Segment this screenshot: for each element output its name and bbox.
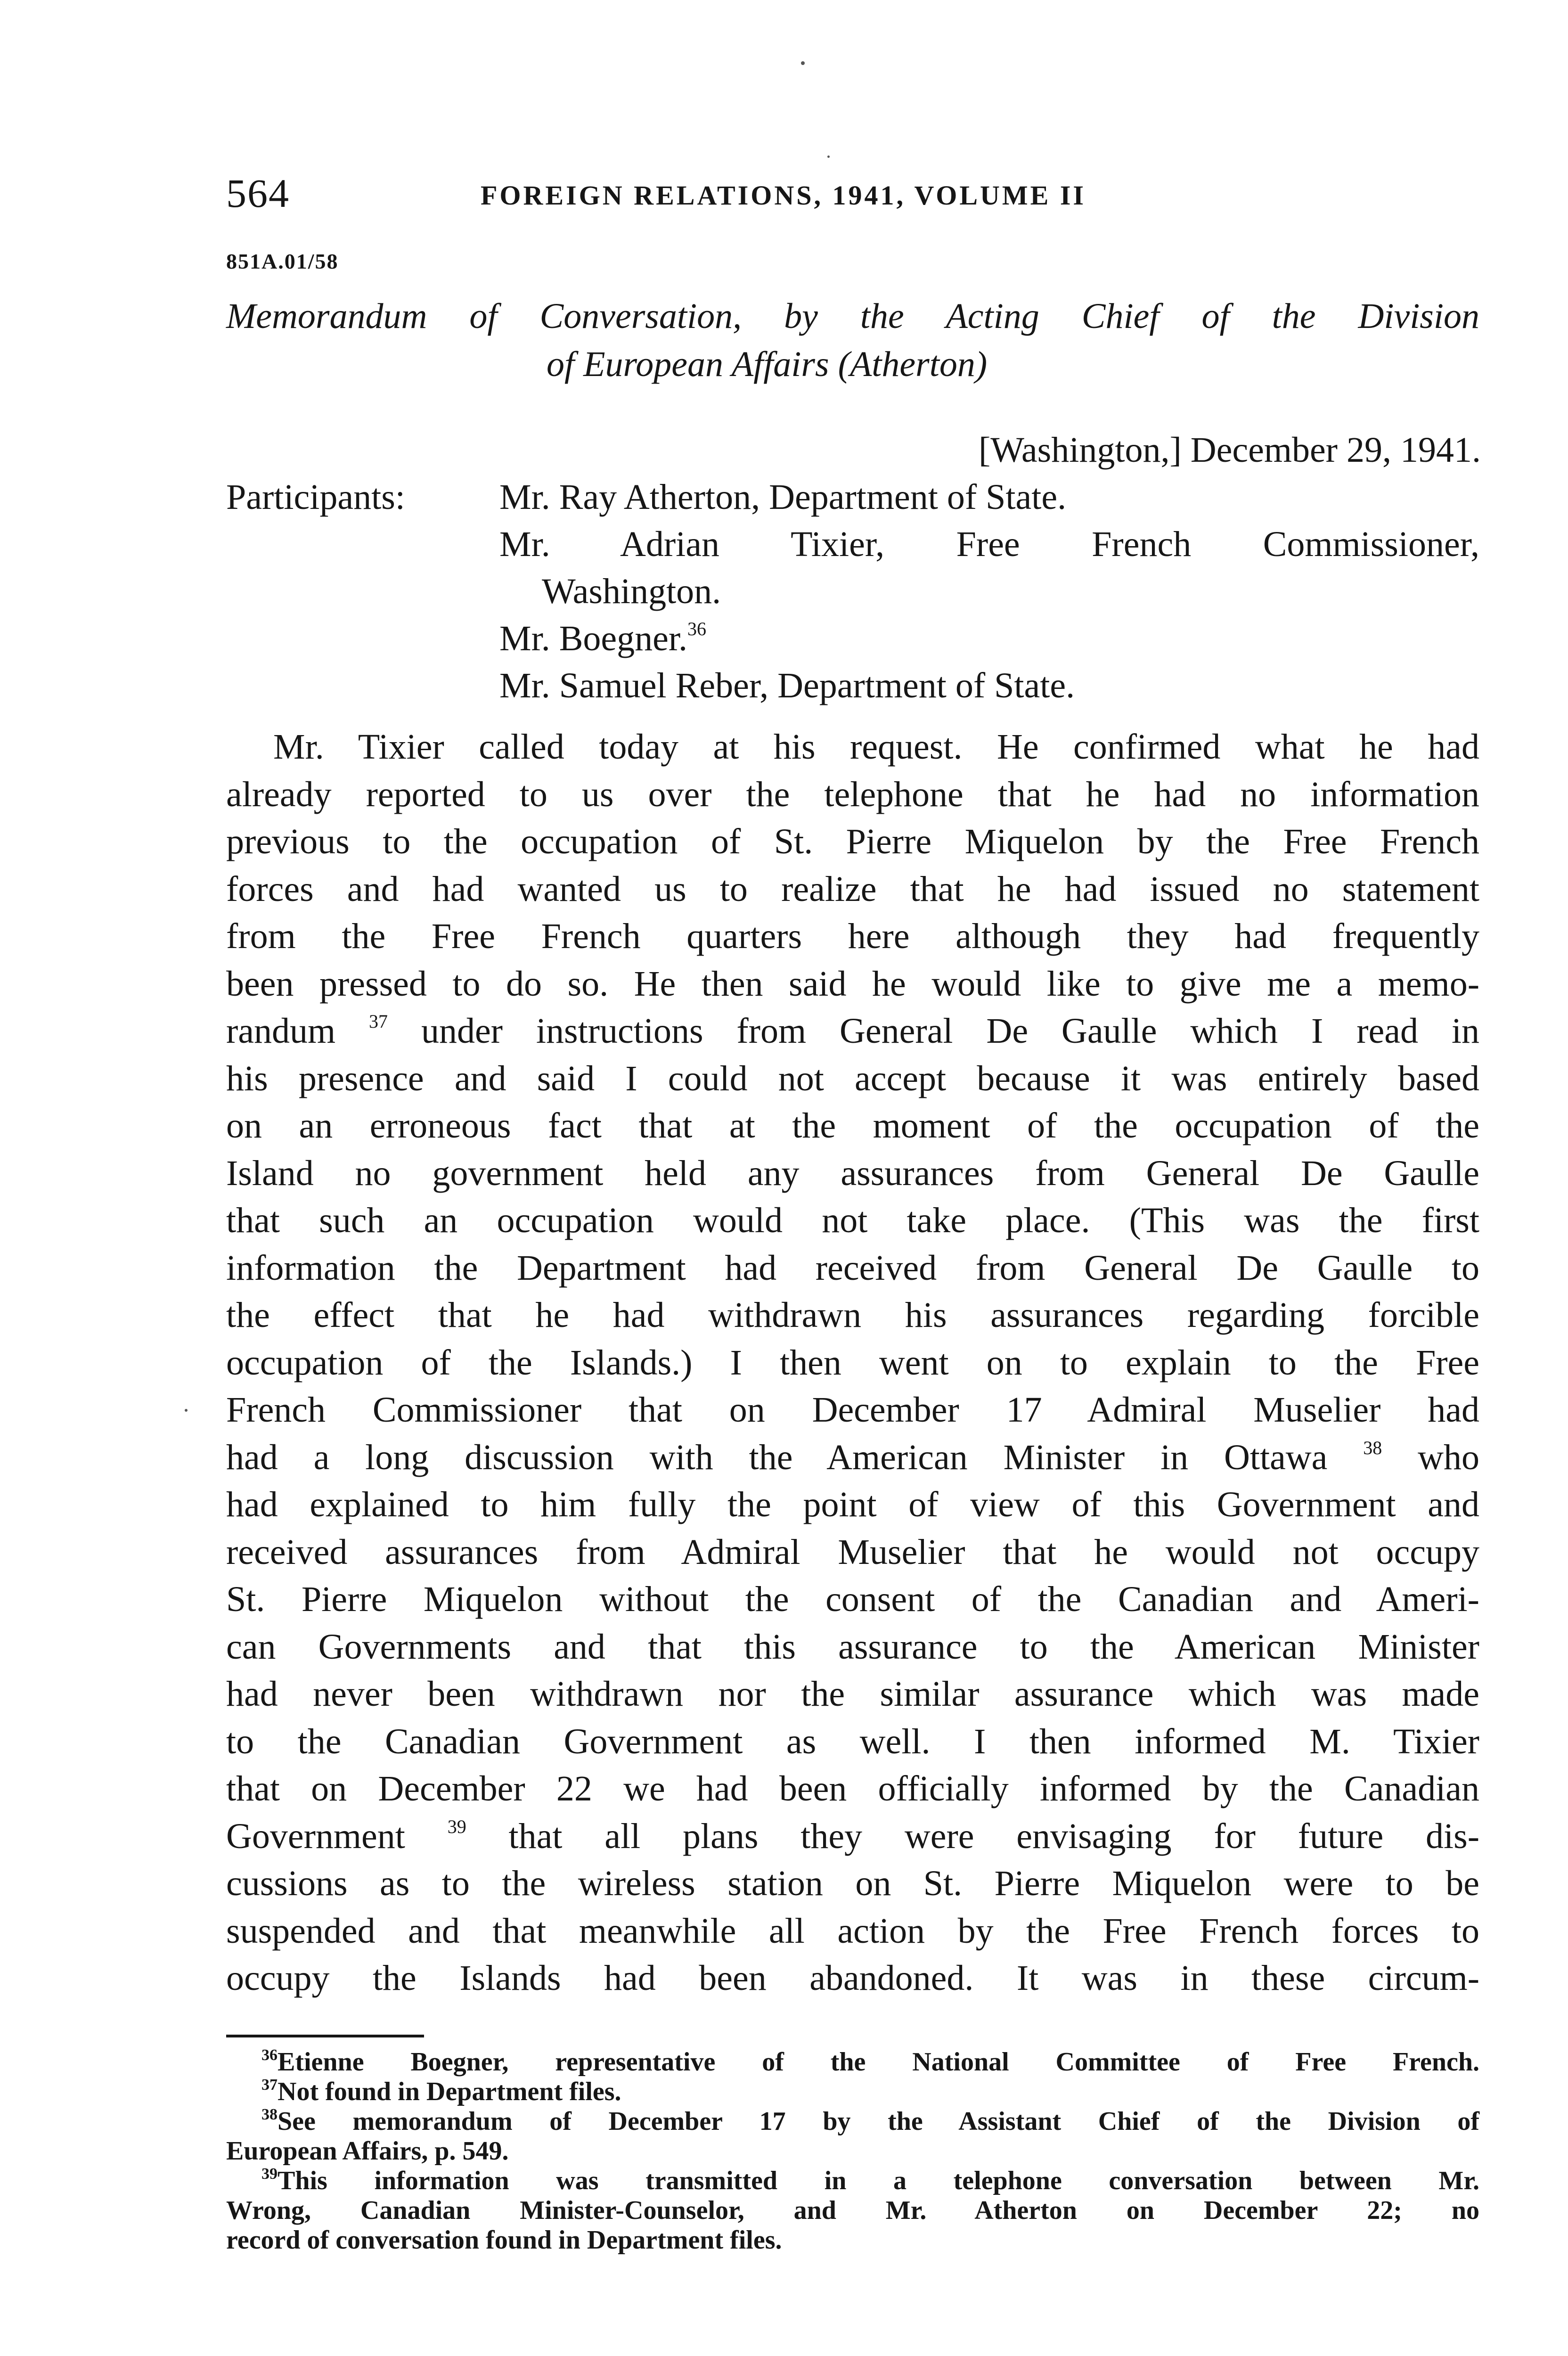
body-line bbox=[226, 1813, 1479, 1860]
footnote-line bbox=[226, 2077, 1479, 2107]
participant-list bbox=[499, 474, 1479, 709]
body-line: to the Canadian Government as well. I then informed M. Tixier bbox=[226, 1721, 1479, 1761]
footnote-divider bbox=[226, 2035, 424, 2037]
participant-line: Mr. Adrian Tixier, Free French Commissioner, bbox=[499, 524, 1479, 564]
footnote-line bbox=[226, 2107, 1479, 2136]
body-line: Island no government held any assurances from General De Gaulle bbox=[226, 1153, 1479, 1193]
body-word: randum bbox=[226, 1011, 336, 1051]
footnote-text: This information was transmitted in a telephone conversation between Mr. bbox=[278, 2166, 1479, 2195]
footnote-number: 37 bbox=[261, 2076, 278, 2094]
body-line: had explained to him fully the point of view of this Government and bbox=[226, 1485, 1479, 1524]
body-line: had never been withdrawn nor the similar assurance which was made bbox=[226, 1674, 1479, 1714]
body-line: received assurances from Admiral Muselier that he would not occupy bbox=[226, 1532, 1479, 1572]
body-line: occupy the Islands had been abandoned. It was in these circum- bbox=[226, 1958, 1479, 1998]
body-line: Mr. Tixier called today at his request. He confirmed what he had bbox=[273, 727, 1479, 767]
page-header bbox=[226, 167, 1479, 219]
footnote-ref: 37 bbox=[369, 1011, 388, 1032]
paper-speck bbox=[185, 1409, 188, 1412]
body-line: that such an occupation would not take place. (This was the first bbox=[226, 1201, 1479, 1240]
footnote-text: Not found in Department files. bbox=[278, 2077, 621, 2106]
body-line: can Governments and that this assurance to the American Minister bbox=[226, 1627, 1479, 1667]
participant-line: Mr. Samuel Reber, Department of State. bbox=[499, 666, 1075, 705]
paper-speck bbox=[827, 155, 830, 158]
footnote-number: 36 bbox=[261, 2046, 278, 2064]
body-line: his presence and said I could not accept because it was entirely based bbox=[226, 1058, 1479, 1098]
body-fragment: that all plans they were envisaging for future dis- bbox=[508, 1816, 1480, 1856]
document-title-line: of European Affairs (Atherton) bbox=[547, 344, 988, 384]
participant-line: Mr. Ray Atherton, Department of State. bbox=[499, 477, 1067, 517]
body-line: suspended and that meanwhile all action by the Free French forces to bbox=[226, 1911, 1479, 1951]
body-line: previous to the occupation of St. Pierre Miquelon by the Free French bbox=[226, 822, 1479, 861]
footnote-ref: 36 bbox=[687, 618, 706, 639]
body-word: who bbox=[1418, 1437, 1480, 1477]
footnote-line: record of conversation found in Department files. bbox=[226, 2225, 782, 2255]
footnote-line: European Affairs, p. 549. bbox=[226, 2136, 509, 2166]
body-line: St. Pierre Miquelon without the consent of the Canadian and Ameri- bbox=[226, 1579, 1479, 1619]
body-line: French Commissioner that on December 17 Admiral Muselier had bbox=[226, 1390, 1479, 1430]
body-line: been pressed to do so. He then said he would like to give me a memo- bbox=[226, 964, 1479, 1004]
body-line bbox=[226, 1434, 1479, 1481]
footnote-number: 38 bbox=[261, 2106, 278, 2123]
body-line: forces and had wanted us to realize that he had issued no statement bbox=[226, 869, 1479, 909]
paper-speck bbox=[801, 61, 805, 65]
body-line: the effect that he had withdrawn his assurances regarding forcible bbox=[226, 1295, 1479, 1335]
body-line bbox=[226, 1007, 1479, 1055]
body-fragment: under instructions from General De Gaulle which I read in bbox=[421, 1011, 1480, 1051]
body-line: cussions as to the wireless station on St. Pierre Miquelon were to be bbox=[226, 1864, 1479, 1903]
page-number: 564 bbox=[226, 171, 290, 216]
memorandum-body bbox=[226, 723, 1479, 2002]
document-title-line: Memorandum of Conversation, by the Acting Chief of the Division bbox=[226, 296, 1479, 336]
footnote-line: Wrong, Canadian Minister-Counselor, and Mr. Atherton on December 22; no bbox=[226, 2196, 1479, 2225]
body-line: already reported to us over the telephone that he had no information bbox=[226, 774, 1479, 814]
file-number: 851A.01/58 bbox=[226, 249, 339, 273]
footnote-number: 39 bbox=[261, 2165, 278, 2183]
body-line: occupation of the Islands.) I then went on to explain to the Free bbox=[226, 1342, 1479, 1383]
body-line: from the Free French quarters here although they had frequently bbox=[226, 916, 1479, 956]
footnote-line bbox=[226, 2166, 1479, 2196]
dateline: [Washington,] December 29, 1941. bbox=[978, 430, 1481, 470]
footnote-text: Etienne Boegner, representative of the National Committee of Free French. bbox=[278, 2047, 1479, 2077]
document-title bbox=[226, 292, 1479, 388]
body-word: Government bbox=[226, 1816, 405, 1856]
footnotes bbox=[226, 2047, 1479, 2255]
body-line: on an erroneous fact that at the moment of the occupation of the bbox=[226, 1106, 1479, 1145]
footnote-line bbox=[226, 2047, 1479, 2077]
footnote-text: See memorandum of December 17 by the Assistant Chief of the Division of bbox=[278, 2107, 1479, 2136]
participant-line bbox=[499, 615, 1479, 662]
running-title: FOREIGN RELATIONS, 1941, VOLUME II bbox=[481, 180, 1086, 211]
participant-name: Mr. Boegner. bbox=[499, 619, 687, 658]
participant-line: Washington. bbox=[542, 572, 721, 611]
body-line: that on December 22 we had been officially informed by the Canadian bbox=[226, 1769, 1479, 1808]
footnote-ref: 38 bbox=[1363, 1437, 1382, 1458]
body-fragment: had a long discussion with the American Minister in Ottawa bbox=[226, 1437, 1328, 1477]
body-line: information the Department had received from General De Gaulle to bbox=[226, 1248, 1479, 1288]
footnote-ref: 39 bbox=[447, 1816, 466, 1837]
participants-label: Participants: bbox=[226, 477, 405, 517]
